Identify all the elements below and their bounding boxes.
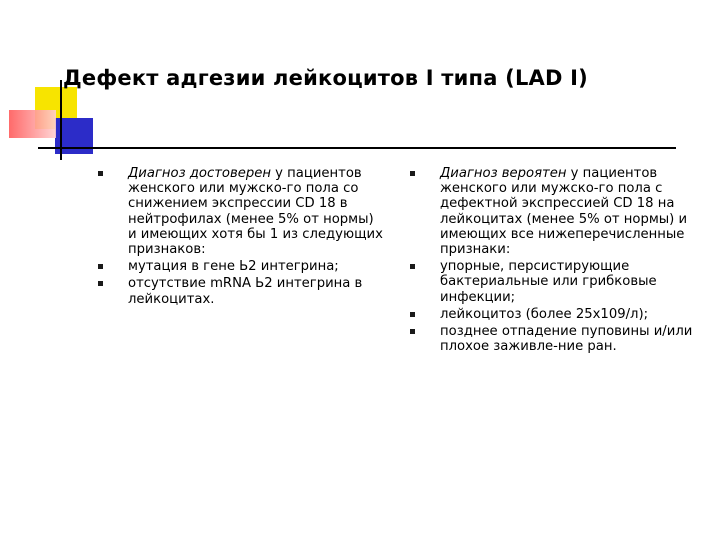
square-bullet-icon (410, 312, 415, 317)
item-emphasis: Диагноз достоверен (128, 166, 271, 181)
slide-title: Дефект адгезии лейкоцитов I типа (LAD I) (63, 66, 588, 90)
title-underline-rule (38, 147, 676, 149)
list-item (410, 166, 712, 257)
decor-red-gradient-bar (9, 110, 56, 138)
square-bullet-icon (98, 281, 103, 286)
list-item (410, 324, 712, 354)
item-text: у пациентов женского или мужско-го пола со снижением экспрессии CD 18 в нейтрофилах (менее 5% от нормы) и имеющих хотя бы 1 из следующих признаков: (128, 166, 383, 258)
square-bullet-icon (98, 171, 103, 176)
item-text: отсутствие mRNA Ь2 интегрина в лейкоцитах. (128, 276, 363, 307)
square-bullet-icon (410, 171, 415, 176)
item-text: у пациентов женского или мужско-го пола с дефектной экспрессией CD 18 на лейкоцитах (менее 5% от нормы) и имеющих все нижеперечисленные признаки: (440, 166, 688, 258)
list-item (410, 259, 712, 305)
item-text: мутация в гене Ь2 интегрина; (128, 259, 339, 275)
item-text: упорные, персистирующие бактериальные или грибковые инфекции; (440, 259, 657, 305)
list-item (98, 259, 383, 274)
right-bullet-list (410, 166, 712, 356)
item-text: лейкоцитоз (более 25х109/л); (440, 306, 649, 322)
list-item (98, 276, 383, 306)
list-item (98, 166, 383, 257)
square-bullet-icon (410, 264, 415, 269)
item-emphasis: Диагноз вероятен (440, 166, 567, 181)
list-item (410, 307, 712, 322)
left-bullet-list (98, 166, 383, 309)
square-bullet-icon (98, 264, 103, 269)
square-bullet-icon (410, 329, 415, 334)
item-text: позднее отпадение пуповины и/или плохое заживле-ние ран. (440, 324, 693, 355)
